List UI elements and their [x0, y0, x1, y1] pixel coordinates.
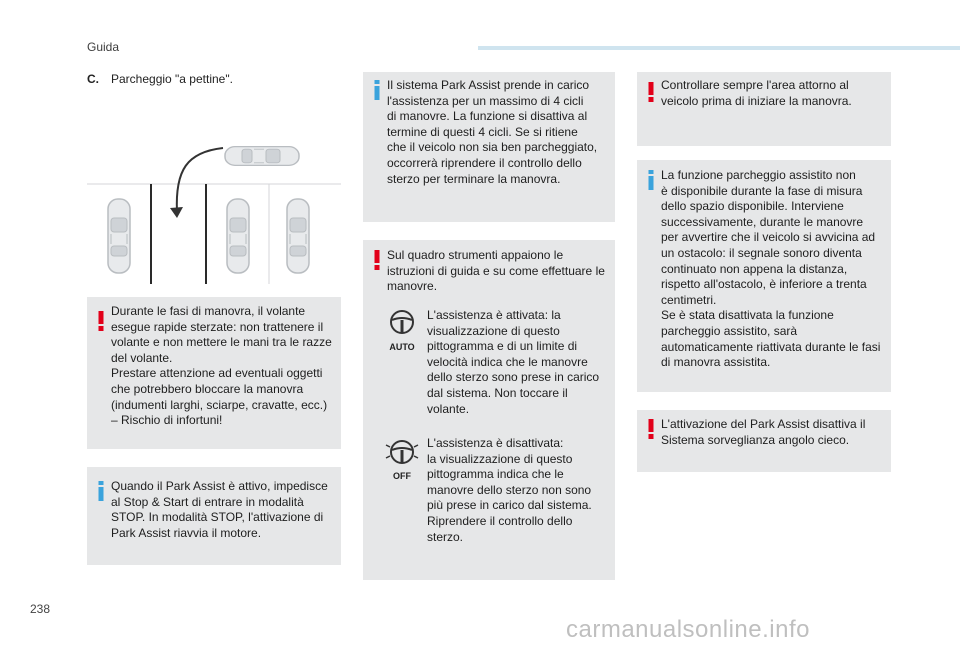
- parked-car-middle: [227, 199, 249, 273]
- parked-car-left: [108, 199, 130, 273]
- maneuvering-car: [225, 147, 299, 166]
- info-bar-icon: [95, 481, 107, 501]
- warning-exclamation-icon: [645, 82, 657, 102]
- info-stop-start-text: Quando il Park Assist è attivo, impedisce al Stop & Start di entrare in modalità STOP. In modalità STOP, l'attivazione di Park Assist riavvia il motore.: [111, 479, 328, 540]
- parking-diagram: [87, 128, 341, 288]
- warning-steering-text: Durante le fasi di manovra, il volante esegue rapide sterzate: non trattenere il volante e non mettere le mani tra le razze del volante. Prestare attenzione ad eventuali oggetti che potrebbero bloccare la manovra (indumenti larghi, sciarpe, cravatte, ecc.) – Rischio di infortuni!: [111, 304, 332, 428]
- assist-off-text: L'assistenza è disattivata: la visualizzazione di questo pittogramma indica che le manovre dello sterzo non sono più prese in carico dal sistema. Riprendere il controllo dello sterzo.: [427, 436, 592, 544]
- steering-auto-icon: [385, 308, 419, 360]
- assist-active-item: [385, 308, 609, 418]
- parked-car-right: [287, 199, 309, 273]
- section-c-heading: [87, 72, 233, 86]
- info-parking-sensor-text: La funzione parcheggio assistito non è disponibile durante la fase di misura dello spazio disponibile. Interviene successivamente, durante le manovre per avvertire che il veicolo si avvicina ad un ostacolo: il segnale sonoro diventa continuato non appena la distanza, rispetto all'ostacolo, è inferiore a trenta centimetri. Se è stata disattivata la funzione parcheggio assistito, sarà automaticamente riattivata durante le fasi di manovra assistita.: [661, 168, 881, 370]
- section-header: Guida: [87, 40, 120, 54]
- warning-dashboard-text: Sul quadro strumenti appaiono le istruzioni di guida e su come effettuare le manovre.: [387, 248, 605, 294]
- section-letter: C.: [87, 72, 99, 86]
- warning-exclamation-icon: [371, 250, 383, 270]
- warning-dashboard-box: [363, 240, 615, 580]
- assist-active-text: L'assistenza è attivata: la visualizzazione di questo pittogramma e di un limite di velocità indica che le manovre dello sterzo sono prese in carico dal sistema. Non toccare il volante.: [427, 308, 600, 416]
- info-bar-icon: [645, 170, 657, 190]
- steering-off-icon: [385, 436, 419, 488]
- watermark: carmanualsonline.info: [566, 616, 810, 643]
- info-cycles-text: Il sistema Park Assist prende in carico l'assistenza per un massimo di 4 cicli di manovre. La funzione si disattiva al termine di questi 4 cicli. Se si ritiene che il veicolo non sia ben parcheggiato, occorrerà riprendere il controllo dello sterzo per terminare la manovra.: [387, 78, 598, 186]
- warning-exclamation-icon: [95, 311, 107, 331]
- warning-exclamation-icon: [645, 419, 657, 439]
- info-parking-sensor-box: [637, 160, 891, 392]
- warning-steering-box: [87, 297, 341, 449]
- info-bar-icon: [371, 80, 383, 100]
- header-divider: [478, 46, 960, 50]
- warning-check-area-text: Controllare sempre l'area attorno al veicolo prima di iniziare la manovra.: [661, 78, 852, 108]
- info-stop-start-box: [87, 467, 341, 565]
- assist-off-item: [385, 436, 609, 548]
- warning-blind-spot-text: L'attivazione del Park Assist disattiva il Sistema sorveglianza angolo cieco.: [661, 417, 866, 447]
- warning-blind-spot-box: [637, 410, 891, 472]
- info-cycles-box: [363, 72, 615, 222]
- section-title: Parcheggio "a pettine".: [111, 72, 233, 86]
- warning-check-area-box: [637, 72, 891, 146]
- off-icon-label: OFF: [393, 471, 411, 481]
- auto-icon-label: AUTO: [389, 342, 415, 352]
- page-number: 238: [30, 602, 51, 616]
